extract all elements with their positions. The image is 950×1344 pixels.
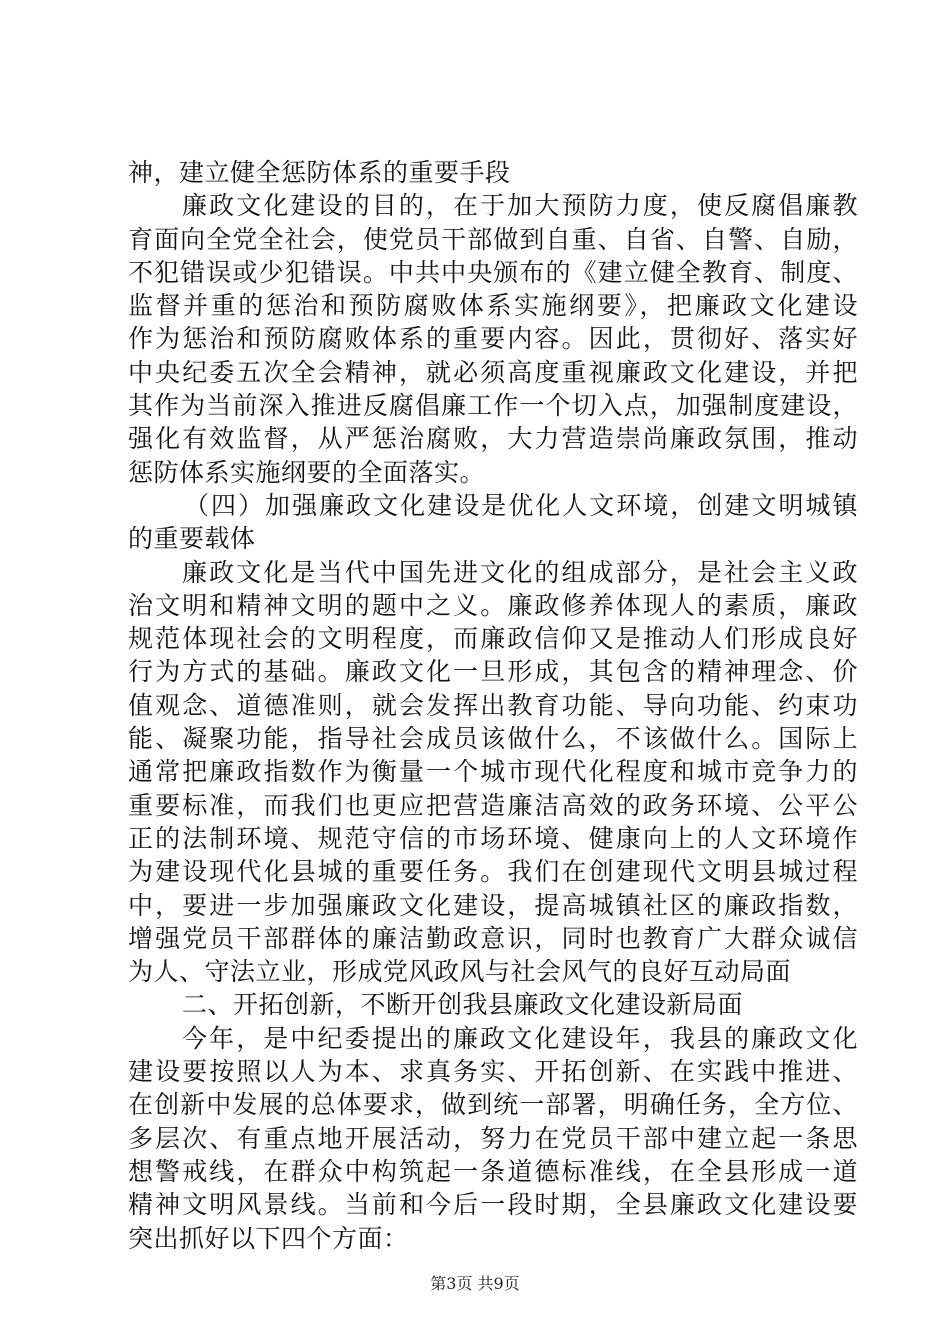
text-line: 神，建立健全惩防体系的重要手段 <box>128 158 511 187</box>
text-line: 值观念、道德准则，就会发挥出教育功能、导向功能、约束功 <box>128 690 858 720</box>
text-line: 治文明和精神文明的题中之义。廉政修养体现人的素质，廉政 <box>128 590 858 620</box>
text-line: （四）加强廉政文化建设是优化人文环境，创建文明城镇 <box>184 490 858 520</box>
text-line: 通常把廉政指数作为衡量一个城市现代化程度和城市竞争力的 <box>128 757 858 787</box>
text-line: 不犯错误或少犯错误。中共中央颁布的《建立健全教育、制度、 <box>128 257 858 287</box>
text-line: 规范体现社会的文明程度，而廉政信仰又是推动人们形成良好 <box>128 624 858 654</box>
text-line: 作为惩治和预防腐败体系的重要内容。因此，贯彻好、落实好 <box>128 324 858 354</box>
text-line: 其作为当前深入推进反腐倡廉工作一个切入点，加强制度建设， <box>128 391 858 421</box>
text-line: 惩防体系实施纲要的全面落实。 <box>128 457 486 487</box>
text-line: 突出抓好以下四个方面： <box>128 1223 409 1253</box>
text-line: 能、凝聚功能，指导社会成员该做什么，不该做什么。国际上 <box>128 724 858 754</box>
text-line: 监督并重的惩治和预防腐败体系实施纲要》，把廉政文化建设 <box>128 291 858 321</box>
text-line: 行为方式的基础。廉政文化一旦形成，其包含的精神理念、价 <box>128 657 858 687</box>
text-line: 中，要进一步加强廉政文化建设，提高城镇社区的廉政指数， <box>128 890 858 920</box>
text-line: 中央纪委五次全会精神，就必须高度重视廉政文化建设，并把 <box>128 357 858 387</box>
text-line: 廉政文化建设的目的，在于加大预防力度，使反腐倡廉教 <box>182 191 858 221</box>
text-line: 二、开拓创新，不断开创我县廉政文化建设新局面 <box>182 990 744 1020</box>
text-line: 廉政文化是当代中国先进文化的组成部分，是社会主义政 <box>182 557 858 587</box>
text-line: 在创新中发展的总体要求，做到统一部署，明确任务，全方位、 <box>128 1090 858 1120</box>
text-line: 今年，是中纪委提出的廉政文化建设年，我县的廉政文化 <box>182 1023 858 1053</box>
document-body <box>128 156 858 1255</box>
text-line: 的重要载体 <box>128 524 256 554</box>
text-line: 精神文明风景线。当前和今后一段时期，全县廉政文化建设要 <box>128 1190 858 1220</box>
text-line: 增强党员干部群体的廉洁勤政意识，同时也教育广大群众诚信 <box>128 923 858 953</box>
text-line: 为建设现代化县城的重要任务。我们在创建现代文明县城过程 <box>128 857 858 887</box>
text-line: 强化有效监督，从严惩治腐败，大力营造崇尚廉政氛围，推动 <box>128 424 858 454</box>
text-line: 育面向全党全社会，使党员干部做到自重、自省、自警、自励， <box>128 224 858 254</box>
text-line: 重要标准，而我们也更应把营造廉洁高效的政务环境、公平公 <box>128 790 858 820</box>
text-line: 多层次、有重点地开展活动，努力在党员干部中建立起一条思 <box>128 1123 858 1153</box>
text-line: 建设要按照以人为本、求真务实、开拓创新、在实践中推进、 <box>128 1057 858 1087</box>
text-line: 为人、守法立业，形成党风政风与社会风气的良好互动局面 <box>128 957 792 987</box>
page-footer: 第3页 共9页 <box>430 1274 520 1293</box>
text-line: 正的法制环境、规范守信的市场环境、健康向上的人文环境作 <box>128 823 858 853</box>
text-line: 想警戒线，在群众中构筑起一条道德标准线，在全县形成一道 <box>128 1156 858 1186</box>
